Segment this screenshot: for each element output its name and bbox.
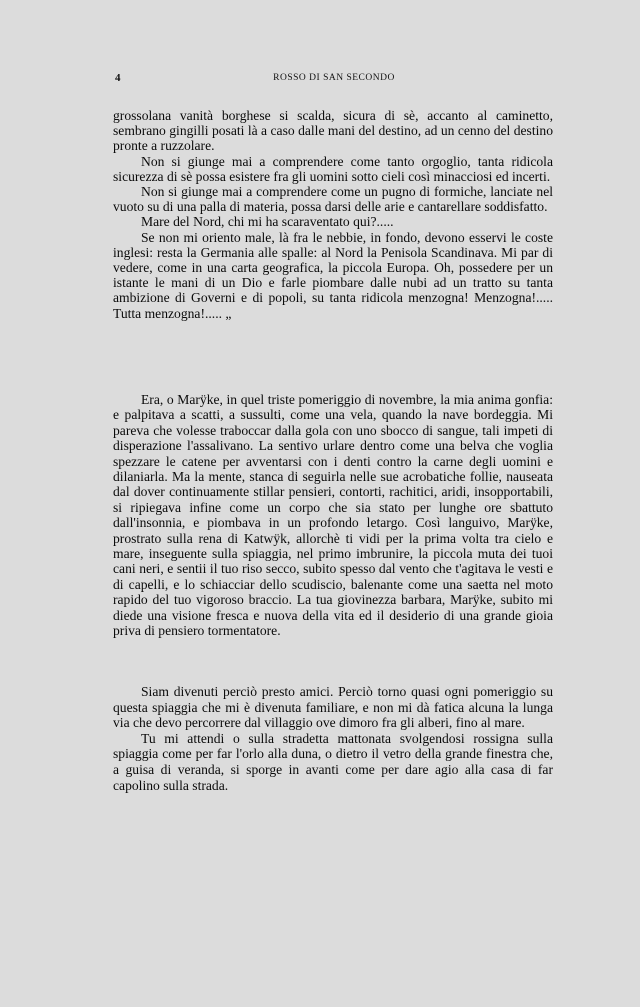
- paragraph: Non si giunge mai a comprendere come tanto orgoglio, tanta ridicola sicurezza di sè possa esistere fra gli uomini sotto cieli così minacciosi ed incerti.: [113, 153, 553, 184]
- paragraph: Non si giunge mai a comprendere come un pugno di formiche, lanciate nel vuoto su di una palla di materia, possa darsi delle arie e cantarellare soddisfatto.: [113, 184, 553, 215]
- paragraph: Siam divenuti perciò presto amici. Perciò torno quasi ogni pomeriggio su questa spiaggia che mi è divenuta familiare, e non mi dà fatica alcuna la lunga via che devo percorrere dal villaggio ove dimoro fra gli alberi, fino al mare.: [113, 684, 553, 731]
- page-header: [115, 72, 553, 86]
- section-3: [113, 684, 553, 793]
- section-1: [113, 108, 553, 321]
- paragraph: Tu mi attendi o sulla stradetta mattonata svolgendosi rossigna sulla spiaggia come per far l'orlo alla duna, o dietro il vetro della grande finestra che, a guisa di veranda, si sporge in avanti come per dare agio alla casa di far capolino sulla strada.: [113, 730, 553, 793]
- paragraph: Era, o Marÿke, in quel triste pomeriggio di novembre, la mia anima gonfia: e palpitava a scatti, a sussulti, come una vela, quando la nave bordeggia. Mi pareva che volesse traboccar dalla gola con uno sbocco di sangue, tali impeti di disperazione l'assalivano. La sentivo urlare dentro come una belva che voglia spezzare le catene per avventarsi con i denti contro la carne degli uomini e dilaniarla. Ma la mente, stanca di seguirla nelle sue acrobatiche follie, nauseata dal dover continuamente stillar pensieri, contorti, rachitici, aridi, insopportabili, si ripiegava infine come un corpo che sia stato per lunghe ore sbattuto dall'insonnia, e piombava in un profondo letargo. Così languivo, Marÿke, prostrato sulla rena di Katwÿk, allorchè ti vidi per la prima volta tra cielo e mare, inseguente sulla spiaggia, nel primo imbrunire, la piccola muta dei tuoi cani neri, e sentii il tuo riso secco, subito spesso dal vento che t'agitava le vesti e di capelli, e lo schiacciar dello scudiscio, balenante come una saetta nel moto rapido del tuo vigoroso braccio. La tua giovinezza barbara, Marÿke, subito mi diede una visione fresca e nuova della vita ed il desiderio di una grande gioia priva di pensiero tormentatore.: [113, 392, 553, 639]
- paragraph: grossolana vanità borghese si scalda, sicura di sè, accanto al caminetto, sembrano gingilli posati là a caso dalle mani del destino, ad un cenno del destino pronte a ruzzolare.: [113, 108, 553, 154]
- running-head: ROSSO DI SAN SECONDO: [273, 73, 395, 83]
- paragraph: Mare del Nord, chi mi ha scaraventato qui?.....: [141, 214, 394, 230]
- page-number: 4: [115, 72, 121, 84]
- paragraph: Se non mi oriento male, là fra le nebbie, in fondo, devono esservi le coste inglesi: resta la Germania alle spalle: al Nord la Penisola Scandinava. Mi par di vedere, come in una carta geografica, la piccola Europa. Oh, possedere per un istante le mani di un Dio e farle piombare dalle nubi ad un tratto su tanta ambizione di Governi e di popoli, su tanta ridicola menzogna! Menzogna!..... Tutta menzogna!..... „: [113, 229, 553, 321]
- section-2: [113, 392, 553, 639]
